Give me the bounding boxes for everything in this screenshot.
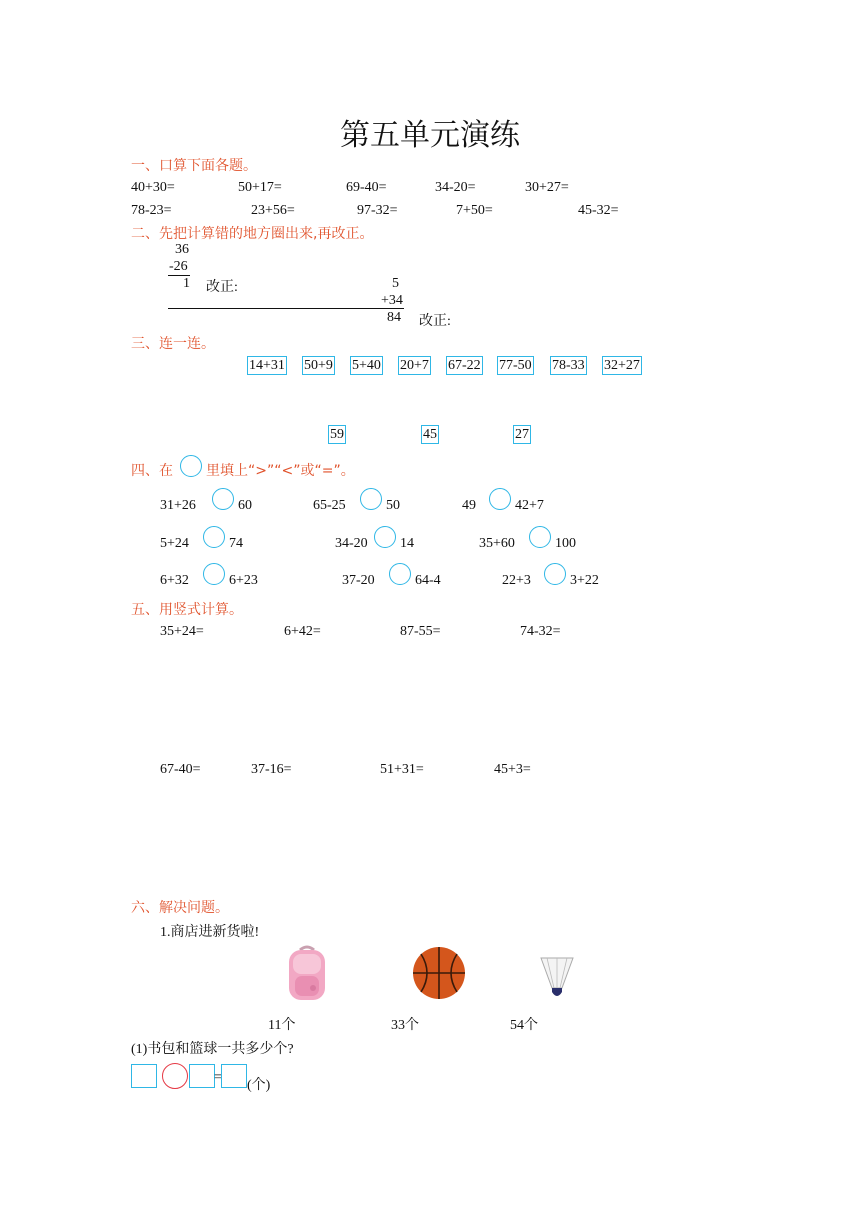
problem-2-underline [168, 308, 404, 309]
item-count: 54个 [510, 1018, 538, 1033]
vertical-item: 6+42= [284, 624, 321, 639]
answer-square[interactable] [131, 1064, 157, 1088]
vertical-item: 45+3= [494, 762, 531, 777]
compare-left: 6+32 [160, 573, 189, 588]
section-3-heading: 三、连一连。 [131, 336, 215, 352]
section-6-heading: 六、解决问题。 [131, 900, 229, 916]
compare-circle[interactable] [203, 526, 225, 548]
answer-square[interactable] [221, 1064, 247, 1088]
compare-circle[interactable] [529, 526, 551, 548]
oral-item: 30+27= [525, 180, 569, 195]
problem-2-result: 84 [387, 310, 401, 325]
compare-left: 49 [462, 498, 476, 513]
compare-left: 35+60 [479, 536, 515, 551]
compare-circle[interactable] [544, 563, 566, 585]
shuttlecock-icon [537, 954, 577, 1000]
compare-left: 31+26 [160, 498, 196, 513]
section-4-heading-rest: 里填上“>”“<”或“=”。 [206, 463, 355, 479]
compare-right: 50 [386, 498, 400, 513]
vertical-item: 35+24= [160, 624, 204, 639]
compare-right: 64-4 [415, 573, 441, 588]
expression-box[interactable]: 14+31 [249, 358, 285, 373]
unit-label: (个) [247, 1078, 271, 1093]
oral-item: 97-32= [357, 203, 398, 218]
vertical-item: 51+31= [380, 762, 424, 777]
section-1-heading: 一、口算下面各题。 [131, 158, 257, 174]
oral-item: 34-20= [435, 180, 476, 195]
compare-circle[interactable] [360, 488, 382, 510]
oral-item: 7+50= [456, 203, 493, 218]
oral-item: 78-23= [131, 203, 172, 218]
answer-square[interactable] [189, 1064, 215, 1088]
problem-1-result: 1 [183, 276, 190, 291]
compare-right: 14 [400, 536, 414, 551]
compare-left: 5+24 [160, 536, 189, 551]
section-5-heading: 五、用竖式计算。 [131, 602, 243, 618]
compare-right: 74 [229, 536, 243, 551]
oral-item: 40+30= [131, 180, 175, 195]
compare-left: 34-20 [335, 536, 368, 551]
answer-box[interactable]: 59 [330, 427, 344, 442]
compare-left: 65-25 [313, 498, 346, 513]
expression-box[interactable]: 20+7 [400, 358, 429, 373]
answer-box[interactable]: 45 [423, 427, 437, 442]
basketball-icon [411, 946, 467, 1000]
problem-intro: 1.商店进新货啦! [160, 925, 260, 940]
oral-item: 50+17= [238, 180, 282, 195]
answer-circle-icon [180, 455, 202, 477]
compare-circle[interactable] [489, 488, 511, 510]
problem-2-top: 5 [392, 276, 399, 291]
item-count: 33个 [391, 1018, 419, 1033]
compare-circle[interactable] [212, 488, 234, 510]
oral-item: 23+56= [251, 203, 295, 218]
expression-box[interactable]: 50+9 [304, 358, 333, 373]
question-text: (1)书包和篮球一共多少个? [131, 1042, 294, 1057]
section-4-heading: 四、在 [131, 463, 173, 479]
equals-sign: = [214, 1070, 222, 1085]
page-title: 第五单元演练 [340, 119, 520, 152]
compare-left: 37-20 [342, 573, 375, 588]
oral-item: 69-40= [346, 180, 387, 195]
problem-2-bottom: +34 [381, 293, 403, 308]
expression-box[interactable]: 77-50 [499, 358, 532, 373]
compare-circle[interactable] [389, 563, 411, 585]
oral-item: 45-32= [578, 203, 619, 218]
compare-right: 3+22 [570, 573, 599, 588]
compare-circle[interactable] [203, 563, 225, 585]
compare-left: 22+3 [502, 573, 531, 588]
answer-box[interactable]: 27 [515, 427, 529, 442]
expression-box[interactable]: 78-33 [552, 358, 585, 373]
expression-box[interactable]: 32+27 [604, 358, 640, 373]
expression-box[interactable]: 67-22 [448, 358, 481, 373]
correction-label: 改正: [419, 314, 451, 329]
compare-circle[interactable] [374, 526, 396, 548]
problem-1-top: 36 [175, 242, 189, 257]
vertical-item: 87-55= [400, 624, 441, 639]
operator-circle[interactable] [162, 1063, 188, 1089]
compare-right: 100 [555, 536, 576, 551]
item-count: 11个 [268, 1018, 296, 1033]
section-2-heading: 二、先把计算错的地方圈出来,再改正。 [131, 226, 374, 242]
problem-1-bottom: -26 [169, 259, 188, 274]
vertical-item: 74-32= [520, 624, 561, 639]
compare-right: 60 [238, 498, 252, 513]
backpack-icon [283, 944, 331, 1002]
vertical-item: 67-40= [160, 762, 201, 777]
compare-right: 6+23 [229, 573, 258, 588]
vertical-item: 37-16= [251, 762, 292, 777]
compare-right: 42+7 [515, 498, 544, 513]
correction-label: 改正: [206, 280, 238, 295]
expression-box[interactable]: 5+40 [352, 358, 381, 373]
